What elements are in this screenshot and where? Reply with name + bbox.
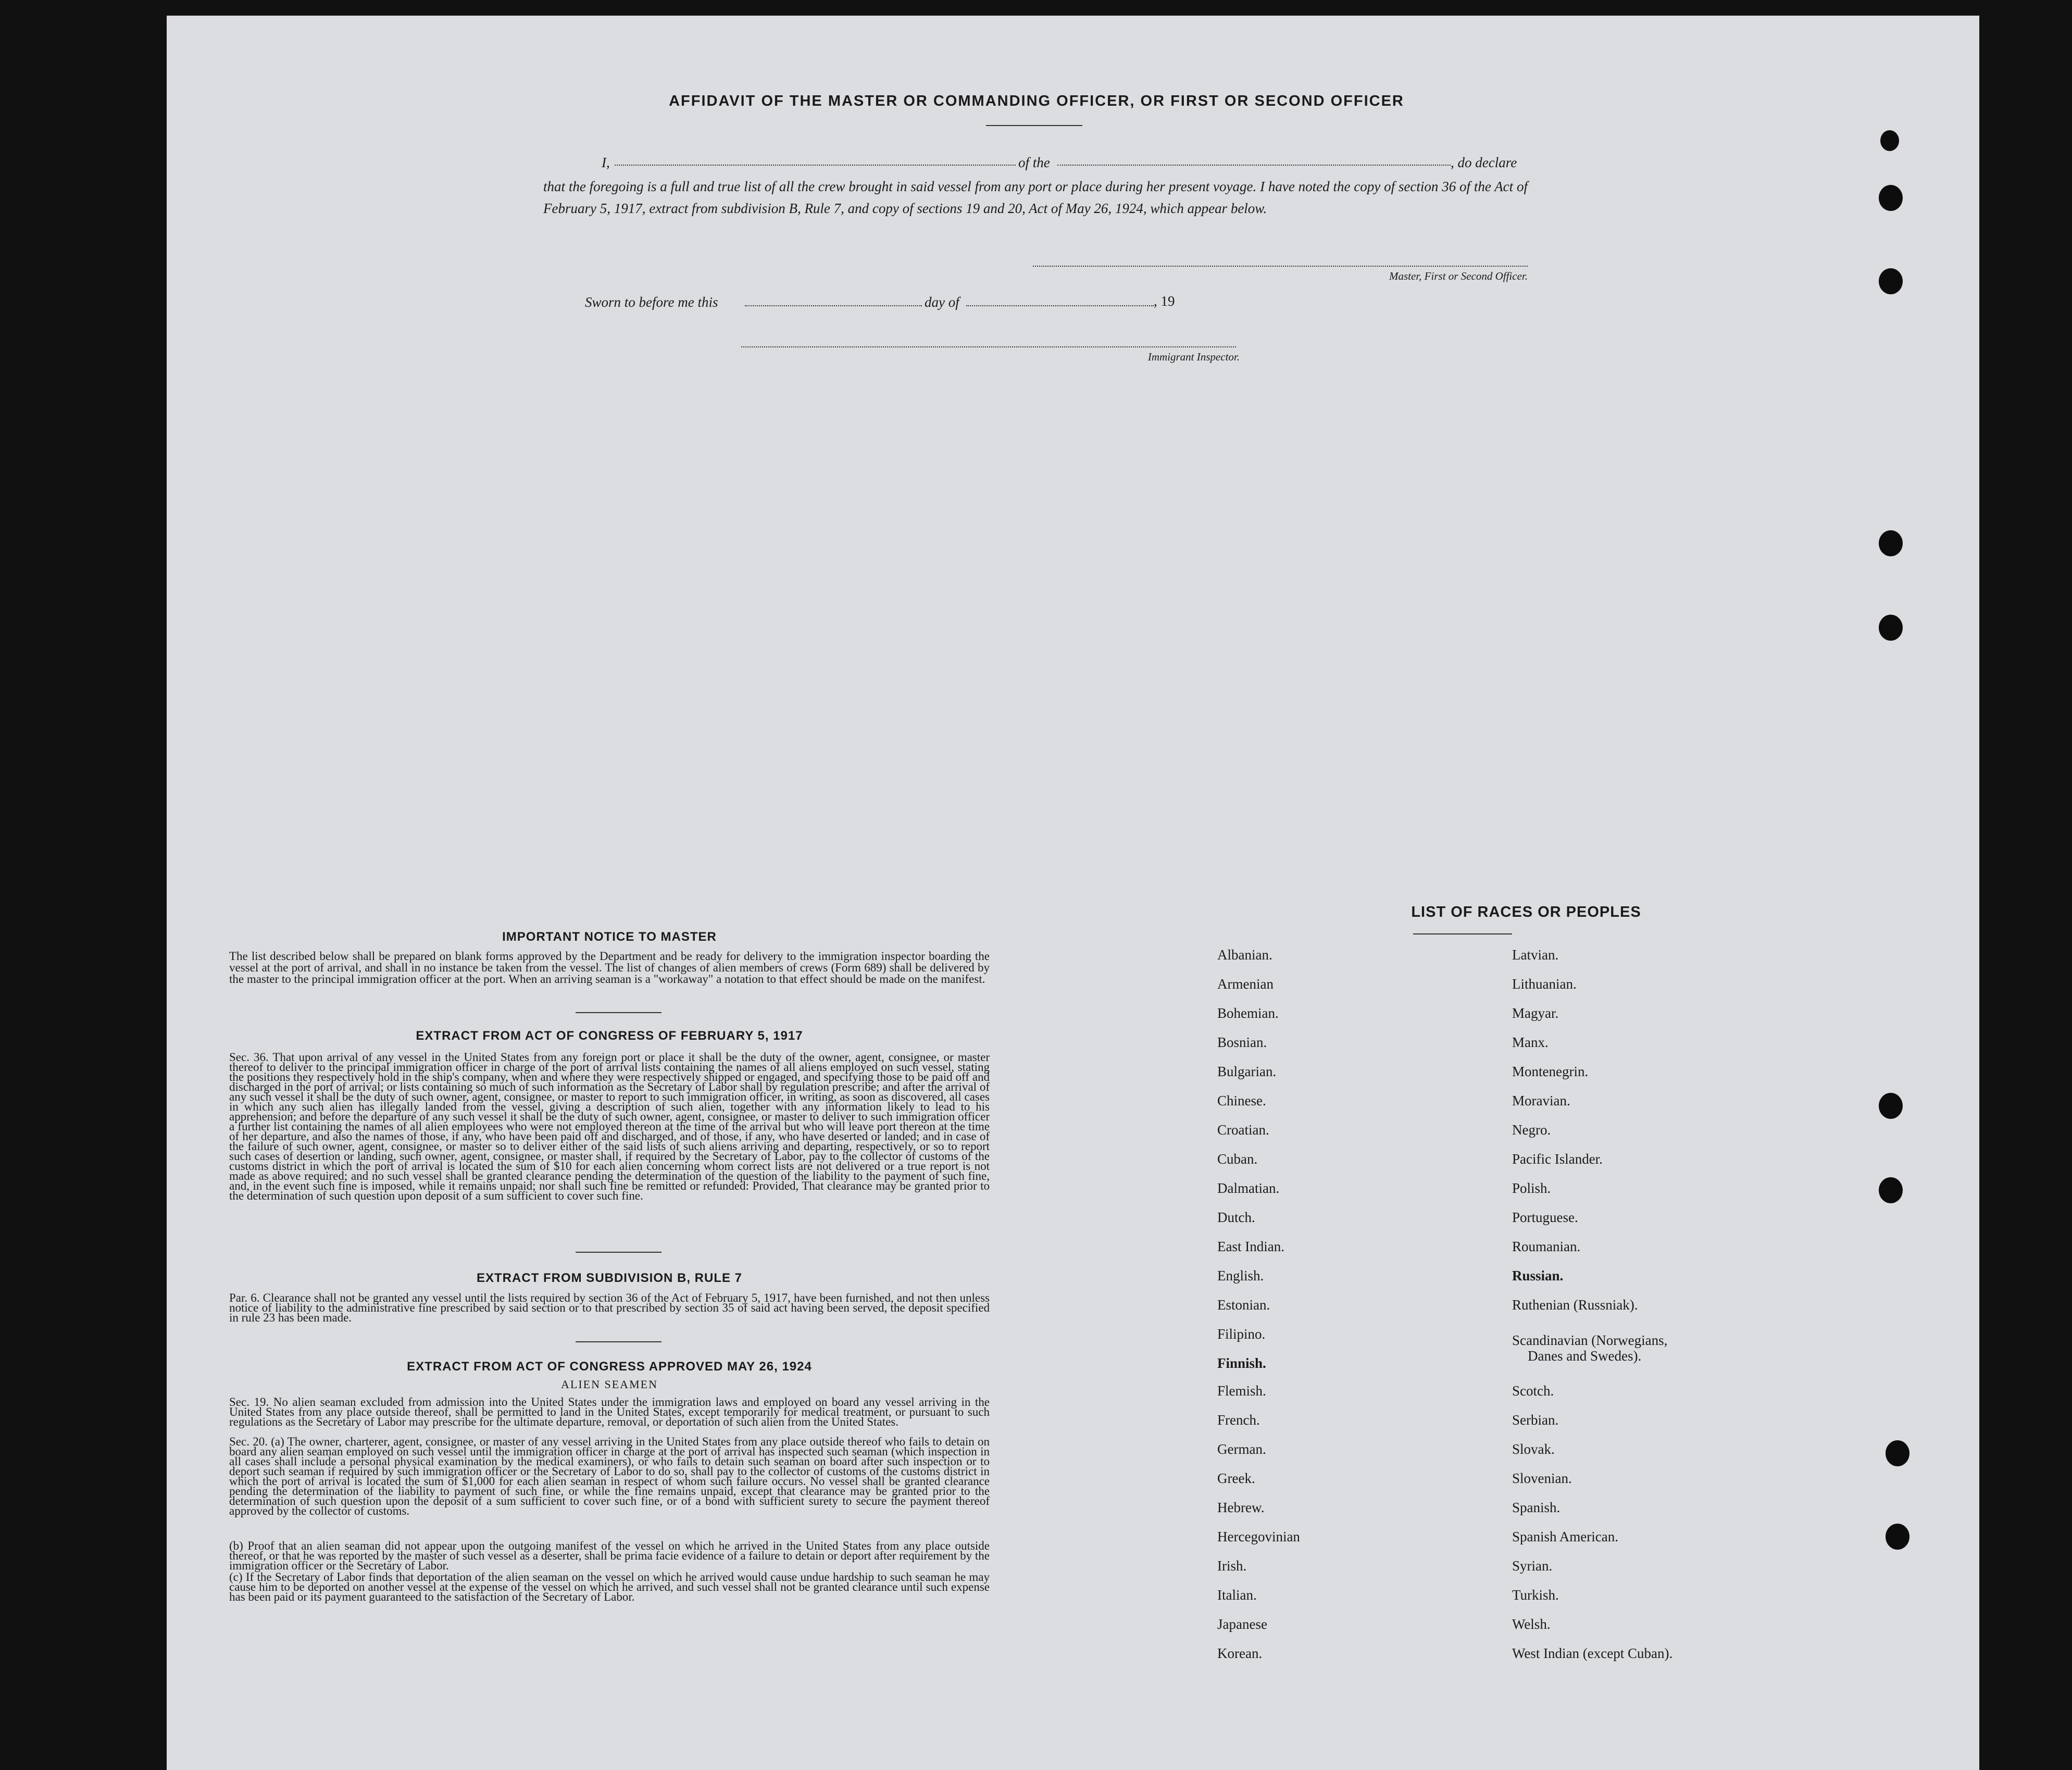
notice-title: IMPORTANT NOTICE TO MASTER: [502, 930, 717, 944]
race-item: Albanian.: [1217, 947, 1272, 963]
extract-1924-title: EXTRACT FROM ACT OF CONGRESS APPROVED MAY 26, 1924: [407, 1360, 812, 1374]
race-item: Welsh.: [1512, 1616, 1551, 1632]
inspector-signature-line[interactable]: [741, 346, 1236, 347]
declare-text: , do declare: [1451, 155, 1517, 170]
divider: [576, 1252, 661, 1253]
race-item: Danes and Swedes).: [1528, 1348, 1642, 1364]
race-item: Dalmatian.: [1217, 1180, 1280, 1196]
race-item: Estonian.: [1217, 1297, 1270, 1313]
punch-hole: [1879, 1093, 1903, 1119]
notice-body: The list described below shall be prepared on blank forms approved by the Department and be ready for delivery to the immigration inspector boarding the vessel at the port of arrival, and shall in no instance be taken from the vessel. The list of changes of alien members of crews (Form 689) shall be delivered by the master to the principal immigration officer at the port. When an arriving seaman is a "workaway" a notation to that effect should be made on the manifest.: [229, 950, 990, 986]
race-item: West Indian (except Cuban).: [1512, 1646, 1673, 1661]
declarant-label: I,: [602, 155, 610, 170]
declarant-name-blank[interactable]: [615, 165, 1016, 166]
sec19-body: Sec. 19. No alien seaman excluded from admission into the United States under the immigration laws and employed on board any vessel arriving in the United States from any place outside thereof, shall be permitted to land in the United States, except temporarily for medical treatment, or pursuant to such regulations as the Secretary of Labor may prescribe for the ultimate departure, removal, or deportation of such alien from the United States.: [229, 1395, 990, 1428]
divider: [986, 125, 1082, 126]
race-item: Scandinavian (Norwegians,: [1512, 1332, 1668, 1348]
inspector-signature-caption: Immigrant Inspector.: [1147, 351, 1240, 363]
race-item: East Indian.: [1217, 1239, 1284, 1254]
master-signature-caption: Master, First or Second Officer.: [1389, 270, 1528, 282]
sworn-month-blank[interactable]: [966, 305, 1154, 306]
race-item: Slovak.: [1512, 1441, 1555, 1457]
race-item: Roumanian.: [1512, 1239, 1581, 1254]
race-item: Latvian.: [1512, 947, 1559, 963]
race-item: Turkish.: [1512, 1587, 1559, 1603]
punch-hole: [1886, 1440, 1909, 1466]
punch-hole: [1880, 130, 1899, 151]
race-item: Polish.: [1512, 1180, 1551, 1196]
race-item: Slovenian.: [1512, 1470, 1572, 1486]
race-item: Negro.: [1512, 1122, 1551, 1138]
race-item: Ruthenian (Russniak).: [1512, 1297, 1638, 1313]
year-label: , 19: [1154, 293, 1175, 309]
sworn-label: Sworn to before me this: [585, 294, 718, 310]
extract-1917-body: Sec. 36. That upon arrival of any vessel in the United States from any foreign port or place it shall be the duty of the owner, agent, consignee, or master thereof to deliver to the principal immigration officer in charge of the port of arrival lists containing the names of all aliens employed on such vessel, stating the positions they respectively hold in the ship's company, when and where they were respectively shipped or engaged, and specifying those to be paid off and discharged in the port of arrival; or lists containing so much of such information as the Secretary of Labor shall by regulation prescribe; and after the arrival of any such vessel it shall be the duty of such owner, agent, consignee, or master to report to such immigration officer, in writing, as soon as discovered, all cases in which any such alien has illegally landed from the vessel, giving a description of such alien, together with any information likely to lead to his apprehension; and before the departure of any such vessel it shall be the duty of such owner, agent, consignee, or master to deliver to such immigration officer a further list containing the names of all alien employees who were not employed thereon at the time of the arrival but who will leave port thereon at the time of her departure, and also the names of those, if any, who have been paid off and discharged, and of those, if any, who have deserted or landed; and in case of the failure of such owner, agent, consignee, or master so to deliver either of the said lists of such aliens arriving and departing, respectively, or so to report such cases of desertion or landing, such owner, agent, consignee, or master shall, if required by the Secretary of Labor, pay to the collector of customs of the customs district in which the port of arrival is located the sum of $10 for each alien concerning whom correct lists are not delivered or a true report is not made as above required; and no such vessel shall be granted clearance pending the determination of the question of the liability to the payment of such fine, and, in the event such fine is imposed, while it remains unpaid; nor shall such fine be remitted or refunded: Provided, That clearance may be granted prior to the determination of such question upon deposit of a sum sufficient to cover such fine.: [229, 1051, 990, 1202]
race-item: Filipino.: [1217, 1326, 1266, 1342]
vessel-label: of the: [1018, 155, 1050, 170]
race-item: Cuban.: [1217, 1151, 1258, 1167]
race-item: French.: [1217, 1412, 1260, 1428]
extract-1924-subtitle: ALIEN SEAMEN: [561, 1378, 658, 1391]
punch-hole: [1879, 615, 1903, 641]
rule7-body: Par. 6. Clearance shall not be granted any vessel until the lists required by section 36 of the Act of February 5, 1917, have been furnished, and not then unless notice of liability to the administrative fine prescribed by said section or to that prescribed by section 35 of said act having been served, the deposit specified in rule 23 has been made.: [229, 1291, 990, 1324]
race-item: Magyar.: [1512, 1005, 1559, 1021]
race-item: Moravian.: [1512, 1093, 1570, 1108]
race-item: Scotch.: [1512, 1383, 1554, 1399]
punch-hole: [1879, 1177, 1903, 1203]
race-item: Bosnian.: [1217, 1034, 1267, 1050]
race-item: Korean.: [1217, 1646, 1263, 1661]
sworn-day-blank[interactable]: [745, 305, 922, 306]
affidavit-body: that the foregoing is a full and true list of all the crew brought in said vessel from any port or place during her present voyage. I have noted the copy of section 36 of the Act of February 5, 1917, extract from subdivision B, Rule 7, and copy of sections 19 and 20, Act of May 26, 1924, which appear below.: [543, 179, 1528, 216]
race-item: Montenegrin.: [1512, 1064, 1589, 1079]
race-item: Italian.: [1217, 1587, 1257, 1603]
divider: [576, 1012, 661, 1013]
race-item: Syrian.: [1512, 1558, 1553, 1574]
race-item: Japanese: [1217, 1616, 1267, 1632]
divider: [1413, 933, 1512, 934]
affidavit-title: AFFIDAVIT OF THE MASTER OR COMMANDING OFFICER, OR FIRST OR SECOND OFFICER: [669, 93, 1404, 109]
race-item: Russian.: [1512, 1268, 1564, 1283]
sec20a-body: Sec. 20. (a) The owner, charterer, agent, consignee, or master of any vessel arriving in the United States from any place outside thereof who fails to detain on board any alien seaman employed on such vessel until the immigration officer in charge at the port of arrival has inspected such seaman (which inspection in all cases shall include a personal physical examination by the medical examiners), or who fails to detain such seaman on board after such inspection or to deport such seaman if required by such immigration officer or the Secretary of Labor to do so, shall pay to the collector of customs of the customs district in which the port of arrival is located the sum of $1,000 for each alien seaman in respect of whom such failure occurs. No vessel shall be granted clearance pending the determination of the liability to payment of such fine, or while the fine remains unpaid, except that clearance may be granted prior to the determination of such question upon the deposit of a sum sufficient to cover such fine, or of a bond with sufficient surety to secure the payment thereof approved by the collector of customs.: [229, 1435, 990, 1517]
race-item: Hercegovinian: [1217, 1529, 1300, 1544]
race-item: Spanish.: [1512, 1500, 1561, 1515]
race-item: Hebrew.: [1217, 1500, 1265, 1515]
divider: [576, 1341, 661, 1342]
race-item: Irish.: [1217, 1558, 1247, 1574]
race-item: Spanish American.: [1512, 1529, 1618, 1544]
extract-1917-title: EXTRACT FROM ACT OF CONGRESS OF FEBRUARY 5, 1917: [416, 1029, 803, 1043]
punch-hole: [1879, 268, 1903, 294]
race-item: Bohemian.: [1217, 1005, 1279, 1021]
race-item: Serbian.: [1512, 1412, 1559, 1428]
sec20c-body: (c) If the Secretary of Labor finds that deportation of the alien seaman on the vessel on which he arrived would cause undue hardship to such seaman he may cause him to be deported on another vessel at the expense of the vessel on which he arrived, and such vessel shall not be granted clearance until such expense has been paid or its payment guaranteed to the satisfaction of the Secretary of Labor.: [229, 1570, 990, 1603]
race-item: Greek.: [1217, 1470, 1255, 1486]
race-item: Flemish.: [1217, 1383, 1266, 1399]
race-item: Armenian: [1217, 976, 1274, 992]
sec20b-body: (b) Proof that an alien seaman did not appear upon the outgoing manifest of the vessel on which he arrived in the United States from any place outside thereof, or that he was reported by the master of such vessel as a deserter, shall be prima facie evidence of a failure to detain or deport after requirement by the immigration officer or the Secretary of Labor.: [229, 1539, 990, 1572]
race-item: German.: [1217, 1441, 1266, 1457]
punch-hole: [1879, 530, 1903, 556]
race-item: Dutch.: [1217, 1210, 1255, 1225]
race-item: English.: [1217, 1268, 1264, 1283]
punch-hole: [1886, 1524, 1909, 1550]
race-item: Portuguese.: [1512, 1210, 1578, 1225]
races-title: LIST OF RACES OR PEOPLES: [1411, 904, 1641, 920]
race-item: Bulgarian.: [1217, 1064, 1277, 1079]
race-item: Croatian.: [1217, 1122, 1269, 1138]
rule7-title: EXTRACT FROM SUBDIVISION B, RULE 7: [476, 1271, 743, 1285]
vessel-name-blank[interactable]: [1057, 165, 1451, 166]
punch-hole: [1879, 185, 1903, 211]
master-signature-line[interactable]: [1033, 266, 1528, 267]
race-item: Lithuanian.: [1512, 976, 1577, 992]
day-of-label: day of: [925, 294, 959, 310]
race-item: Pacific Islander.: [1512, 1151, 1603, 1167]
race-item: Chinese.: [1217, 1093, 1266, 1108]
race-item: Finnish.: [1217, 1355, 1266, 1371]
race-item: Manx.: [1512, 1034, 1549, 1050]
